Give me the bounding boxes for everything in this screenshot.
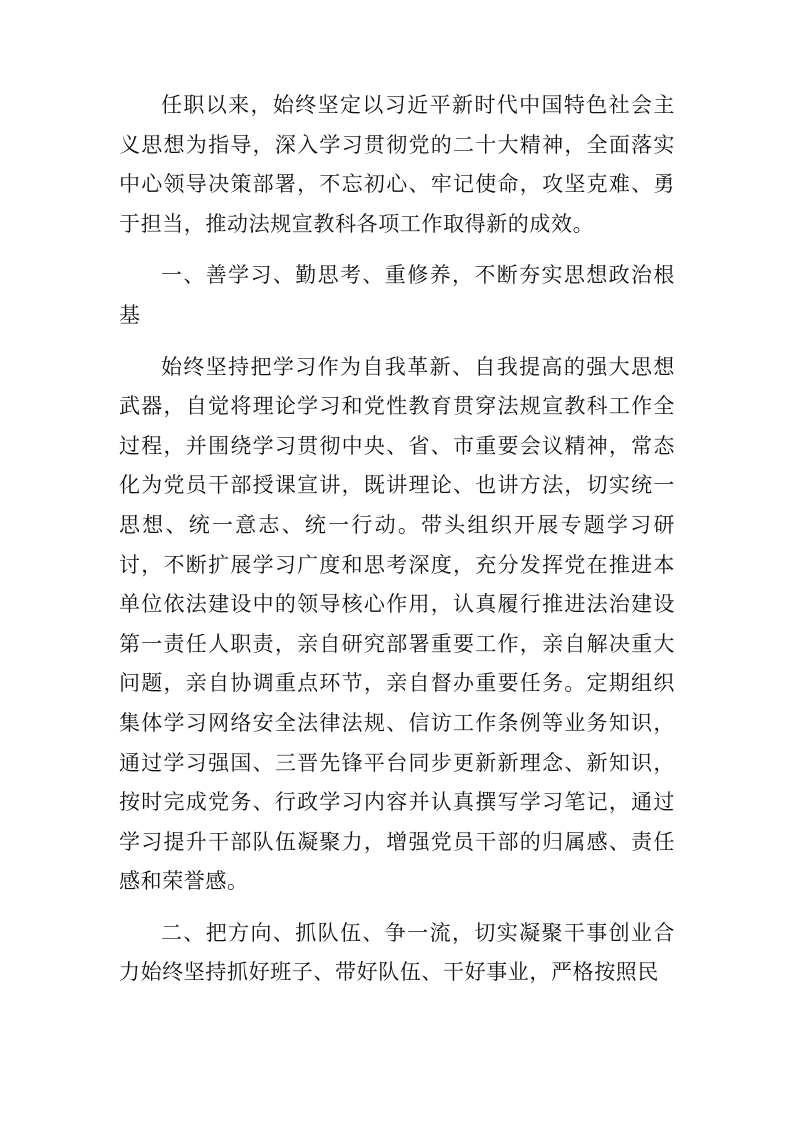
intro-paragraph: 任职以来，始终坚定以习近平新时代中国特色社会主义思想为指导，深入学习贯彻党的二十大精神，全面落实中心领导决策部署，不忘初心、牢记使命，攻坚克难、勇于担当，推动法规宣教科各项工作取得新的成效。 (119, 93, 675, 236)
section-1-paragraph: 始终坚持把学习作为自我革新、自我提高的强大思想武器，自觉将理论学习和党性教育贯穿法规宣教科工作全过程，并围绕学习贯彻中央、省、市重要会议精神，常态化为党员干部授课宣讲，既讲理论、也讲方法，切实统一思想、统一意志、统一行动。带头组织开展专题学习研讨，不断扩展学习广度和思考深度，充分发挥党在推进本单位依法建设中的领导核心作用，认真履行推进法治建设第一责任人职责，亲自研究部署重要工作，亲自解决重大问题，亲自协调重点环节，亲自督办重要任务。定期组织集体学习网络安全法律法规、信访工作条例等业务知识，通过学习强国、三晋先锋平台同步更新新理念、新知识，按时完成党务、行政学习内容并认真撰写学习笔记，通过学习提升干部队伍凝聚力，增强党员干部的归属感、责任感和荣誉感。 (119, 354, 675, 894)
section-heading-1: 一、善学习、勤思考、重修养，不断夯实思想政治根基 (119, 263, 675, 327)
section-heading-2: 二、把方向、抓队伍、争一流，切实凝聚干事创业合力始终坚持抓好班子、带好队伍、干好事业，严格按照民 (119, 920, 675, 985)
document-page (119, 86, 675, 993)
